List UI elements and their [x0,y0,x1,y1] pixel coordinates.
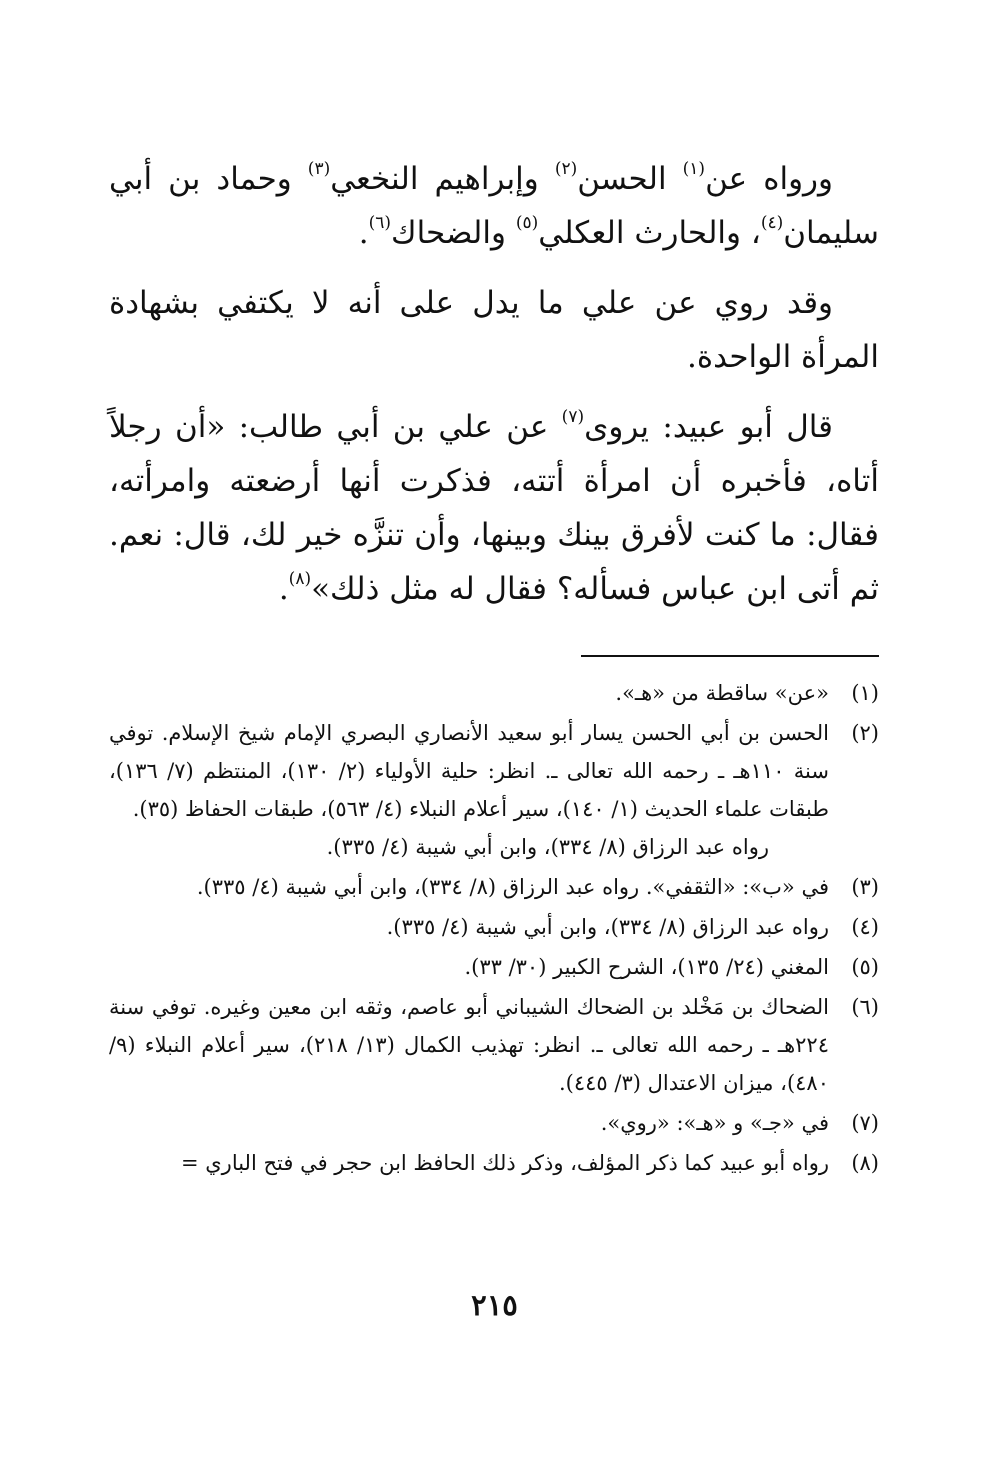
footnote-text: المغني (٢٤/ ١٣٥)، الشرح الكبير (٣٠/ ٣٣). [464,955,829,979]
text-run: وحماد بن أبي سليمان [109,161,879,251]
footnote-number: (٦) [851,995,879,1019]
footnote-text: في «جـ» و «هـ»: «روي». [600,1111,829,1135]
footnote-8 [109,1144,879,1182]
footnote-ref-1: (١) [682,159,706,179]
footnote-ref-5: (٥) [515,213,539,233]
footnote-ref-2: (٢) [554,159,578,179]
footnote-5 [109,948,879,986]
text-run: عن علي بن أبي طالب: «أن رجلاً أتاه، فأخبره أن امرأة أتته، فذكرت أنها أرضعته وامرأته، فقال: ما كنت لأفرق بينك وبينها، وأن تنزَّه خير لك، قال: نعم. ثم أتى ابن عباس فسأله؟ فقال له مثل ذلك» [109,409,879,607]
text-run: وإبراهيم النخعي [330,161,555,197]
text-run: ، والحارث العكلي [538,215,761,251]
footnote-subtext: رواه عبد الرزاق (٨/ ٣٣٤)، وابن أبي شيبة (٤/ ٣٣٥). [326,835,769,859]
footnote-4 [109,908,879,946]
text-run: ورواه عن [705,161,833,197]
footnote-7 [109,1104,879,1142]
footnotes [109,674,879,1184]
paragraph-2 [109,276,879,384]
text-run: . [358,215,369,251]
footnote-3 [109,868,879,906]
footnote-6 [109,988,879,1102]
footnote-text: «عن» ساقطة من «هـ». [615,681,829,705]
footnote-ref-8: (٨) [288,569,312,589]
footnote-text: رواه عبد الرزاق (٨/ ٣٣٤)، وابن أبي شيبة (٤/ ٣٣٥). [386,915,829,939]
text-run: وقد روي عن علي ما يدل على أنه لا يكتفي بشهادة المرأة الواحدة. [109,285,879,375]
footnote-text: في «ب»: «الثقفي». رواه عبد الرزاق (٨/ ٣٣٤)، وابن أبي شيبة (٤/ ٣٣٥). [196,875,829,899]
text-run: . [278,571,289,607]
footnote-ref-6: (٦) [368,213,392,233]
text-run: الحسن [577,161,683,197]
paragraph-1 [109,152,879,260]
footnote-number: (٧) [851,1111,879,1135]
footnote-number: (٨) [851,1151,879,1175]
text-run: قال أبو عبيد: يروى [584,409,833,445]
page-number: ٢١٥ [471,1288,518,1322]
footnote-ref-3: (٣) [307,159,331,179]
footnote-number: (٥) [851,955,879,979]
footnote-ref-4: (٤) [760,213,784,233]
footnote-ref-7: (٧) [561,407,585,427]
footnote-number: (٢) [851,721,879,745]
main-text [109,152,879,632]
footnote-number: (٣) [851,875,879,899]
footnote-separator [581,655,879,657]
footnote-text: الحسن بن أبي الحسن يسار أبو سعيد الأنصاري البصري الإمام شيخ الإسلام. توفي سنة ١١٠هـ ـ رحمه الله تعالى ـ. انظر: حلية الأولياء (٢/ ١٣٠)، المنتظم (٧/ ١٣٦)، طبقات علماء الحديث (١/ ١٤٠)، سير أعلام النبلاء (٤/ ٥٦٣)، طبقات الحفاظ (٣٥). [109,721,829,821]
footnote-2 [109,714,879,866]
text-run: والضحاك [391,215,516,251]
footnote-text: رواه أبو عبيد كما ذكر المؤلف، وذكر ذلك الحافظ ابن حجر في فتح الباري = [180,1151,829,1175]
footnote-number: (٤) [851,915,879,939]
footnote-number: (١) [851,681,879,705]
footnote-1 [109,674,879,712]
paragraph-3 [109,400,879,616]
footnote-text: الضحاك بن مَخْلد بن الضحاك الشيباني أبو عاصم، وثقه ابن معين وغيره. توفي سنة ٢٢٤هـ ـ رحمه الله تعالى ـ. انظر: تهذيب الكمال (١٣/ ٢١٨)، سير أعلام النبلاء (٩/ ٤٨٠)، ميزان الاعتدال (٣/ ٤٤٥). [109,995,829,1095]
